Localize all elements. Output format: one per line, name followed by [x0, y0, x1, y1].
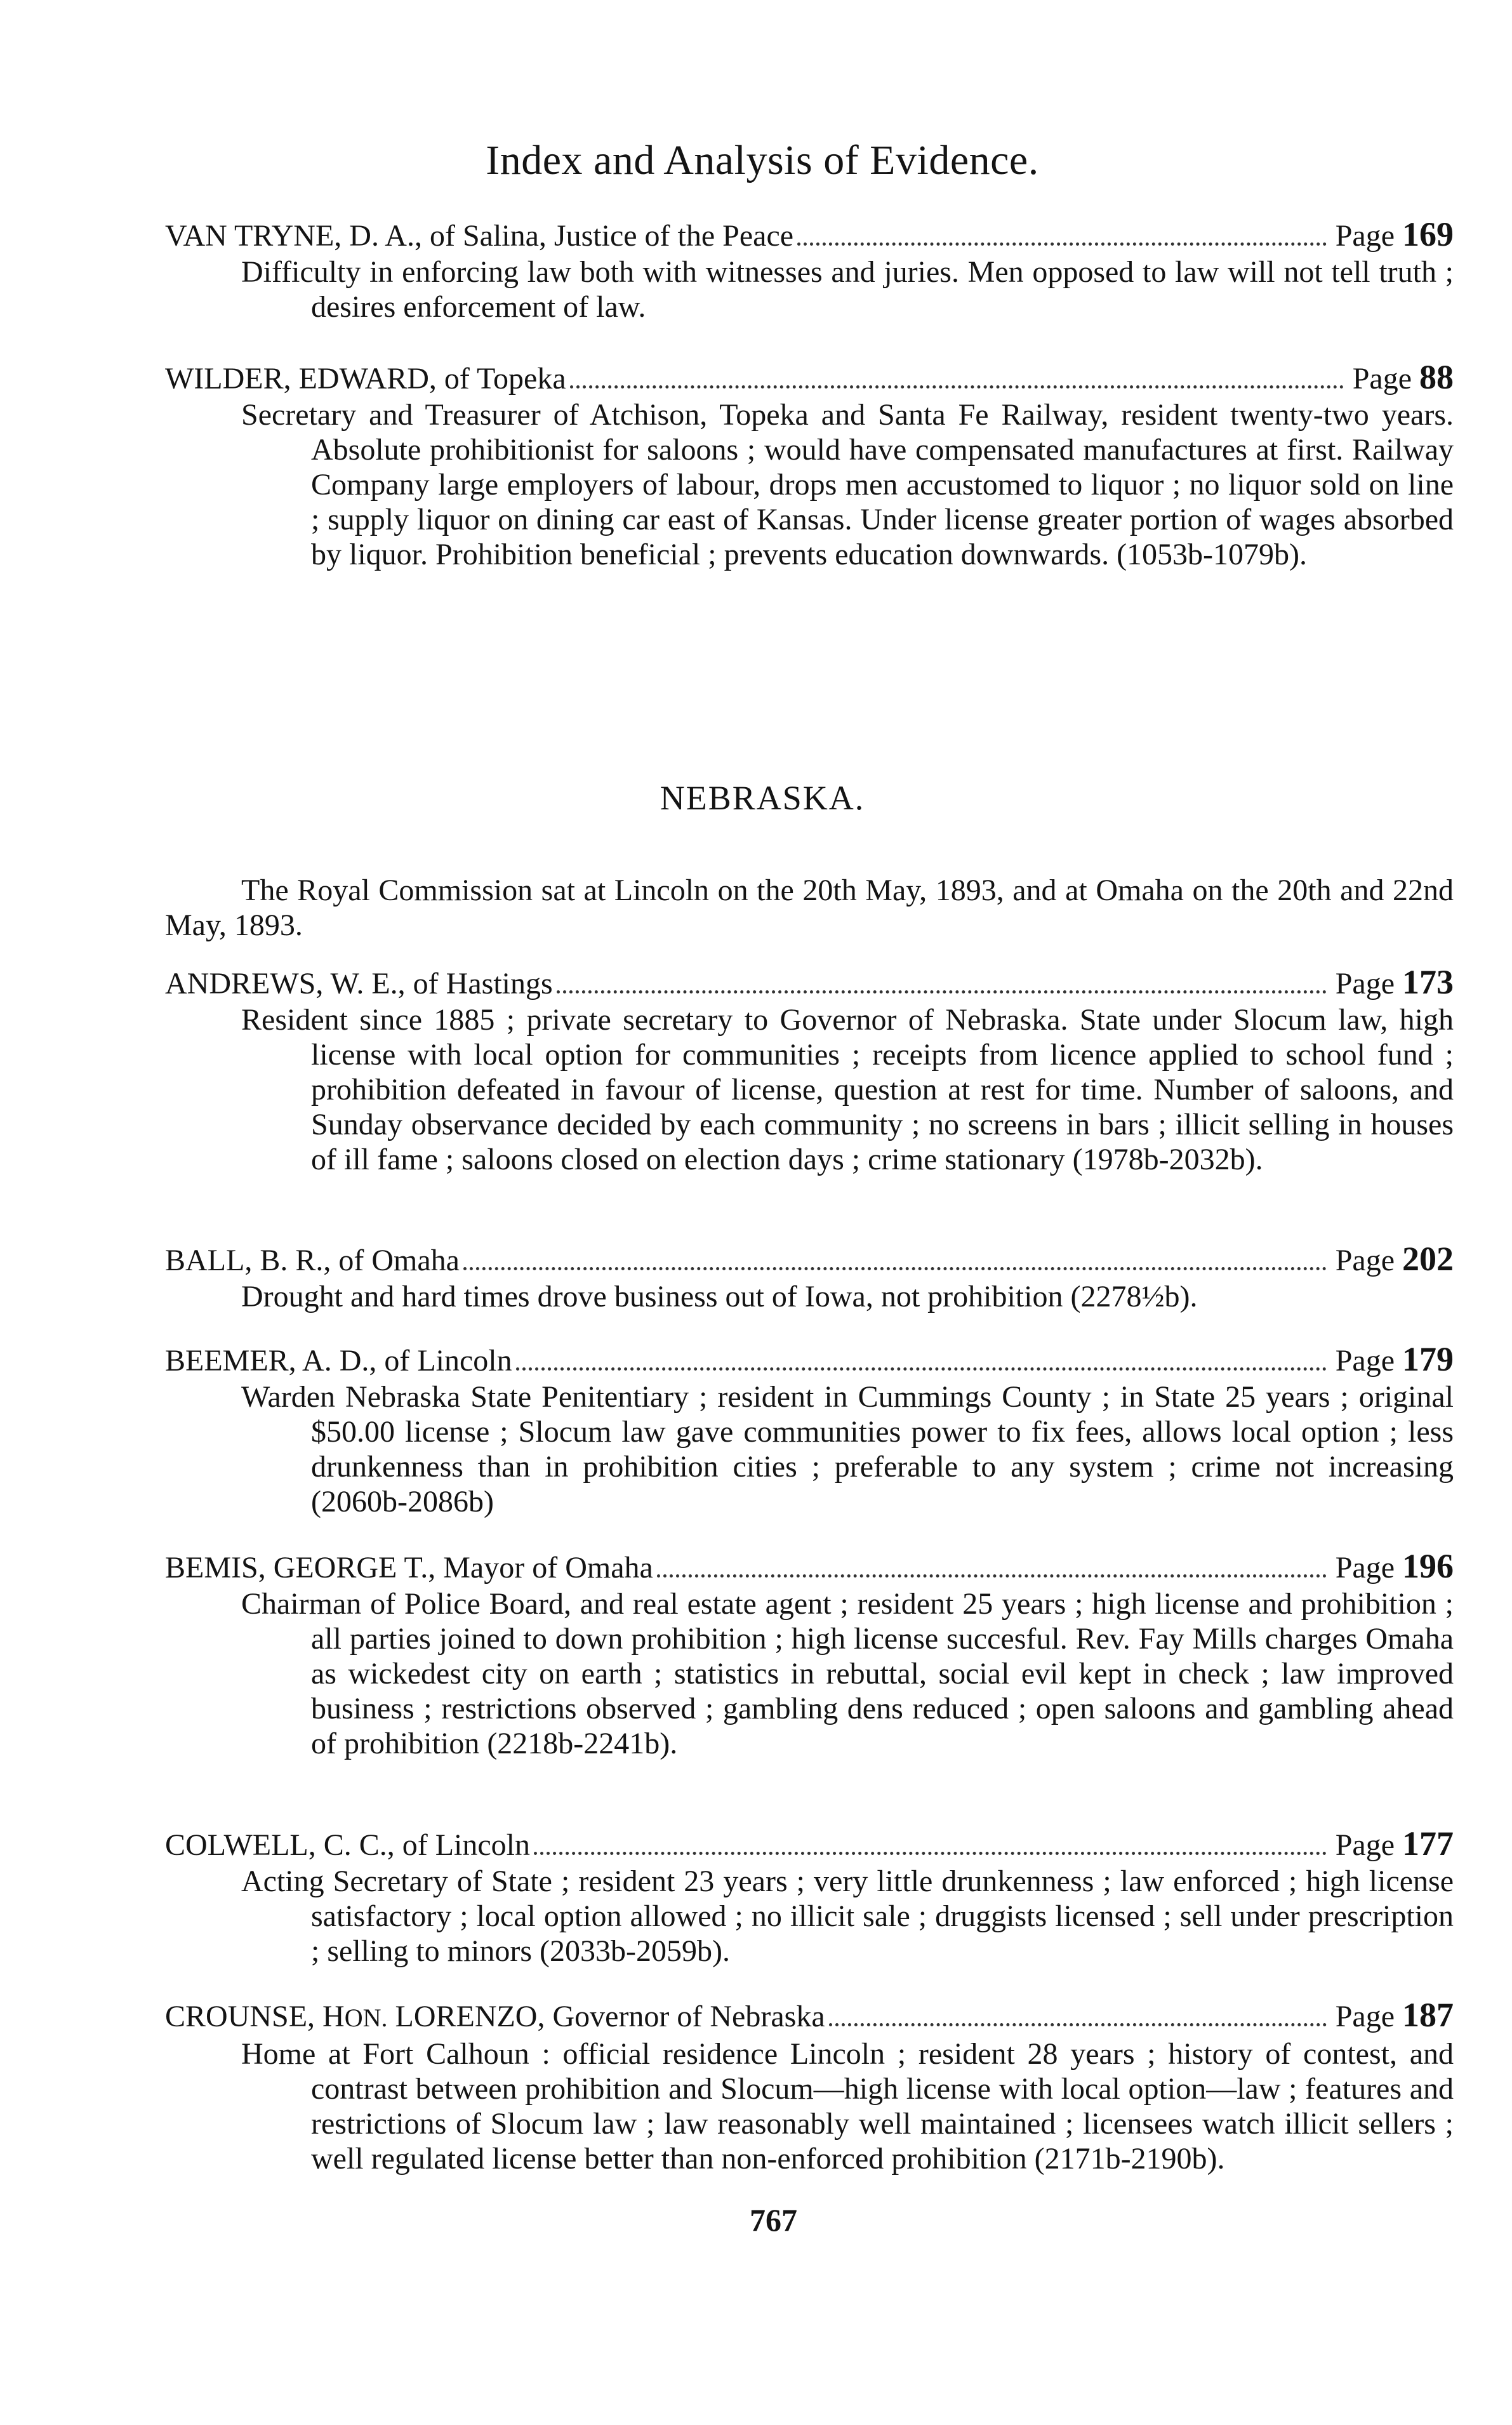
name-suffix: LORENZO, Governor of Nebraska	[387, 2000, 825, 2033]
witness-name: WILDER, EDWARD, of Topeka	[165, 362, 566, 395]
honorific-initial: H	[322, 2000, 345, 2033]
entry-heading	[165, 216, 1454, 255]
entry-text: Warden Nebraska State Penitentiary ; resident in Cummings County ; in State 25 years ; original $50.00 license ; Slocum law gave communities power to fix fees, allows local option ; less drunkenness than in prohibition cities ; preferable to any system ; crime not increasing (2060b-2086b)	[241, 1380, 1454, 1518]
index-entry-van-tryne	[165, 216, 1454, 324]
entry-summary	[165, 397, 1454, 572]
dot-leader	[657, 1574, 1327, 1578]
entry-summary	[165, 1279, 1454, 1314]
dot-leader	[829, 2023, 1327, 2026]
entry-summary	[165, 1379, 1454, 1519]
page-reference	[1336, 1240, 1454, 1279]
page-label: Page	[1335, 1828, 1395, 1862]
honorific-rest: ON.	[344, 2003, 388, 2032]
page-reference	[1336, 964, 1454, 1002]
entry-summary	[165, 1002, 1454, 1177]
entry-summary	[165, 1864, 1454, 1969]
entry-text: Drought and hard times drove business out of Iowa, not prohibition (2278½b).	[241, 1280, 1198, 1313]
page-label: Page	[1335, 2000, 1395, 2033]
section-intro	[165, 873, 1454, 943]
entry-text: Home at Fort Calhoun : official residence Lincoln ; resident 28 years ; history of contest, and contrast between prohibition and Slocum—high license with local option—law ; features and restrictions of Slocum law ; law reasonably well maintained ; licensees watch illicit sellers ; well regulated license better than non-enforced prohibition (2171b-2190b).	[241, 2037, 1454, 2176]
name-prefix: CROUNSE,	[165, 2000, 323, 2033]
witness-name: ANDREWS, W. E., of Hastings	[165, 967, 553, 1000]
entry-summary	[165, 1586, 1454, 1761]
dot-leader	[557, 990, 1327, 993]
entry-text: Chairman of Police Board, and real estate agent ; resident 25 years ; high license and prohibition ; all parties joined to down prohibition ; high license succesful. Rev. Fay Mills charges Omaha as wickedest city on earth ; statistics in rebuttal, social evil kept in check ; law improved business ; restrictions observed ; gambling dens reduced ; open saloons and gambling ahead of prohibition (2218b-2241b).	[241, 1587, 1454, 1760]
page-reference	[1336, 1996, 1454, 2035]
witness-name: VAN TRYNE, D. A., of Salina, Justice of the Peace	[165, 219, 794, 253]
entry-heading	[165, 359, 1454, 397]
witness-name: BALL, B. R., of Omaha	[165, 1244, 460, 1277]
index-entry-andrews	[165, 964, 1454, 1177]
page-reference	[1336, 216, 1454, 255]
entry-text: Secretary and Treasurer of Atchison, Topeka and Santa Fe Railway, resident twenty-two years. Absolute prohibitionist for saloons ; would have compensated manufactures at first. Railway Company large employers of labour, drops men accustomed to liquor ; no liquor sold on line ; supply liquor on dining car east of Kansas. Under license greater portion of wages absorbed by liquor. Prohibition beneficial ; prevents education downwards. (1053b-1079b).	[241, 398, 1454, 571]
page-number: 88	[1419, 358, 1454, 396]
page-number: 169	[1402, 215, 1454, 253]
page-number: 196	[1402, 1547, 1454, 1585]
dot-leader	[516, 1367, 1327, 1371]
index-entry-bemis	[165, 1548, 1454, 1761]
dot-leader	[570, 385, 1344, 389]
page-number: 202	[1402, 1240, 1454, 1278]
entry-text: Acting Secretary of State ; resident 23 years ; very little drunkenness ; law enforced ; high license satisfactory ; local option allowed ; no illicit sale ; druggists licensed ; sell under prescription ; selling to minors (2033b-2059b).	[241, 1864, 1454, 1968]
entry-heading	[165, 1240, 1454, 1279]
section-intro-text: The Royal Commission sat at Lincoln on the 20th May, 1893, and at Omaha on the 20th and 22nd May, 1893.	[165, 874, 1454, 942]
section-title: NEBRASKA.	[660, 779, 865, 817]
witness-name	[165, 1998, 825, 2036]
page-number: 187	[1402, 1996, 1454, 2034]
page-number: 179	[1402, 1340, 1454, 1378]
index-entry-crounse	[165, 1996, 1454, 2176]
page-label: Page	[1352, 362, 1412, 395]
entry-heading	[165, 1996, 1454, 2036]
dot-leader	[463, 1267, 1327, 1270]
index-entry-wilder	[165, 359, 1454, 572]
witness-name: BEEMER, A. D., of Lincoln	[165, 1344, 512, 1378]
entry-summary	[165, 2036, 1454, 2176]
index-entry-ball	[165, 1240, 1454, 1314]
witness-name: BEMIS, GEORGE T., Mayor of Omaha	[165, 1551, 653, 1585]
entry-heading	[165, 1825, 1454, 1864]
witness-name: COLWELL, C. C., of Lincoln	[165, 1828, 531, 1862]
entry-heading	[165, 964, 1454, 1002]
page-label: Page	[1335, 1344, 1395, 1378]
page-reference	[1336, 1341, 1454, 1379]
entry-text: Difficulty in enforcing law both with witnesses and juries. Men opposed to law will not tell truth ; desires enforcement of law.	[241, 255, 1454, 324]
index-entry-colwell	[165, 1825, 1454, 1969]
page-reference	[1336, 1825, 1454, 1864]
entry-heading	[165, 1341, 1454, 1379]
page-label: Page	[1335, 1551, 1395, 1585]
page-label: Page	[1335, 967, 1395, 1000]
page-folio: 767	[750, 2202, 797, 2238]
dot-leader	[534, 1852, 1327, 1855]
entry-summary	[165, 255, 1454, 324]
index-entry-beemer	[165, 1341, 1454, 1519]
entry-heading	[165, 1548, 1454, 1586]
entry-text: Resident since 1885 ; private secretary to Governor of Nebraska. State under Slocum law, high license with local option for communities ; receipts from licence applied to school fund ; prohibition defeated in favour of license, question at rest for time. Number of saloons, and Sunday observance decided by each community ; no screens in bars ; illicit selling in houses of ill fame ; saloons closed on election days ; crime stationary (1978b-2032b).	[241, 1003, 1454, 1176]
page-reference	[1353, 359, 1454, 397]
running-title: Index and Analysis of Evidence.	[486, 137, 1039, 183]
dot-leader	[797, 242, 1327, 246]
page-number: 173	[1402, 963, 1454, 1001]
page-label: Page	[1335, 1244, 1395, 1277]
page-label: Page	[1335, 219, 1395, 253]
page-reference	[1336, 1548, 1454, 1586]
page-number: 177	[1402, 1824, 1454, 1863]
